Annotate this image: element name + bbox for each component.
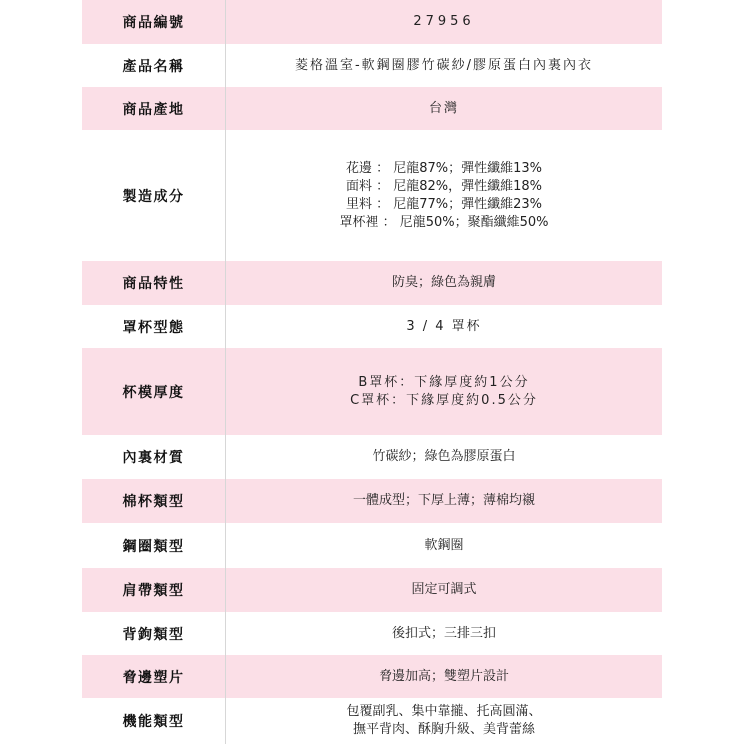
spec-value-line: 罩杯裡 ： 尼龍50%；聚酯纖維50% bbox=[339, 214, 549, 230]
spec-label: 商品產地 bbox=[82, 87, 226, 130]
spec-label: 棉杯類型 bbox=[82, 479, 226, 523]
spec-label: 機能類型 bbox=[82, 698, 226, 744]
spec-value-line: 3 / 4 罩杯 bbox=[406, 318, 482, 334]
spec-row-functions bbox=[82, 698, 662, 744]
spec-value bbox=[226, 479, 662, 523]
spec-value-line: 里料 ： 尼龍77%；彈性纖維23% bbox=[345, 196, 543, 212]
spec-row-pad-type bbox=[82, 479, 662, 523]
spec-value bbox=[226, 435, 662, 479]
spec-row-origin bbox=[82, 87, 662, 130]
spec-label: 製造成分 bbox=[82, 130, 226, 261]
spec-label: 商品編號 bbox=[82, 0, 226, 44]
spec-value-line: 固定可調式 bbox=[411, 582, 477, 597]
spec-value-line: 27956 bbox=[413, 14, 475, 29]
spec-value bbox=[226, 523, 662, 568]
spec-value bbox=[226, 612, 662, 655]
spec-label: 脅邊塑片 bbox=[82, 655, 226, 698]
spec-value bbox=[226, 44, 662, 87]
spec-value bbox=[226, 87, 662, 130]
spec-label: 肩帶類型 bbox=[82, 568, 226, 612]
spec-row-strap bbox=[82, 568, 662, 612]
spec-value bbox=[226, 348, 662, 435]
spec-label: 內裏材質 bbox=[82, 435, 226, 479]
spec-label: 杯模厚度 bbox=[82, 348, 226, 435]
spec-value bbox=[226, 0, 662, 44]
spec-row-cup-style bbox=[82, 305, 662, 348]
spec-label: 鋼圈類型 bbox=[82, 523, 226, 568]
spec-value-line: C罩杯：下緣厚度約0.5公分 bbox=[350, 392, 538, 408]
spec-value-line: 軟鋼圈 bbox=[424, 537, 464, 553]
spec-row-mold-thickness bbox=[82, 348, 662, 435]
spec-row-back-hook bbox=[82, 612, 662, 655]
spec-value bbox=[226, 698, 662, 744]
spec-label: 商品特性 bbox=[82, 261, 226, 305]
spec-row-underwire bbox=[82, 523, 662, 568]
spec-value-line: 竹碳紗；綠色為膠原蛋白 bbox=[372, 449, 516, 464]
spec-value bbox=[226, 130, 662, 261]
spec-value bbox=[226, 655, 662, 698]
spec-value-line: 撫平背肉、酥胸升級、美背蕾絲 bbox=[352, 722, 535, 737]
spec-value-line: 脅邊加高；雙塑片設計 bbox=[378, 668, 509, 684]
product-spec-table bbox=[82, 0, 662, 744]
spec-row-product-name bbox=[82, 44, 662, 87]
spec-value-line: 一體成型；下厚上薄；薄棉均襯 bbox=[352, 493, 535, 508]
spec-value-line: 包覆副乳、集中靠攏、托高圓滿、 bbox=[346, 704, 542, 719]
spec-row-lining bbox=[82, 435, 662, 479]
spec-row-composition bbox=[82, 130, 662, 261]
spec-row-product-number bbox=[82, 0, 662, 44]
spec-value-line: 面料 ： 尼龍82%，彈性纖維18% bbox=[345, 178, 543, 194]
spec-value-line: 台灣 bbox=[428, 100, 459, 116]
spec-value-line: 後扣式；三排三扣 bbox=[391, 625, 496, 641]
spec-value-line: 花邊 ： 尼龍87%；彈性纖維13% bbox=[345, 160, 543, 176]
spec-value bbox=[226, 305, 662, 348]
spec-label: 背鉤類型 bbox=[82, 612, 226, 655]
spec-label: 產品名稱 bbox=[82, 44, 226, 87]
spec-value bbox=[226, 261, 662, 305]
spec-value-line: 防臭；綠色為親膚 bbox=[391, 275, 496, 290]
spec-row-features bbox=[82, 261, 662, 305]
spec-value-line: B罩杯：下緣厚度約1公分 bbox=[358, 374, 530, 390]
spec-label: 罩杯型態 bbox=[82, 305, 226, 348]
spec-value bbox=[226, 568, 662, 612]
spec-value-line: 菱格溫室-軟鋼圈膠竹碳紗/膠原蛋白內裏內衣 bbox=[294, 57, 594, 73]
spec-row-side-panel bbox=[82, 655, 662, 698]
